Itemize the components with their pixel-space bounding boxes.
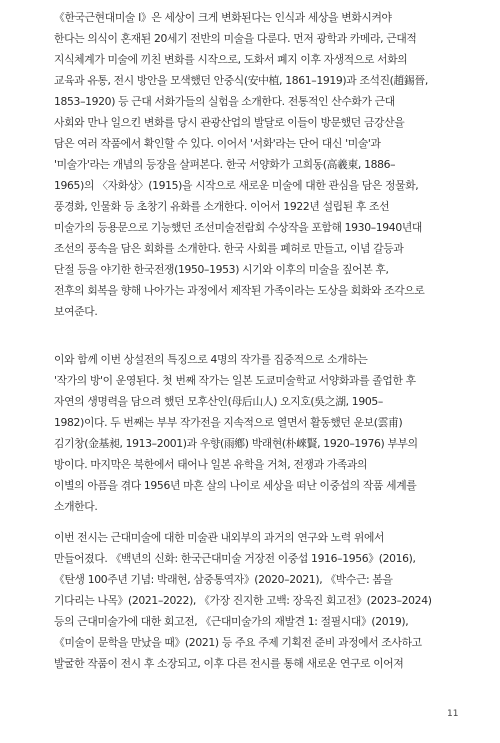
text-line: 등의 근대미술가에 대한 회고전, 《근대미술가의 재발견 1: 절필시대》(2019), bbox=[54, 615, 409, 628]
paragraph-artists-room bbox=[54, 349, 464, 517]
text-line: 보여준다. bbox=[54, 305, 98, 318]
paragraph-exhibition-overview bbox=[54, 7, 464, 322]
text-line: 담은 여러 작품에서 확인할 수 있다. 이어서 '서화'라는 단어 대신 '미술'과 bbox=[54, 137, 381, 150]
text-line: '미술가'라는 개념의 등장을 살펴본다. 한국 서양화가 고희동(高羲東, 1886– bbox=[54, 158, 396, 171]
text-line: 자연의 생명력을 담으려 했던 모후산인(母后山人) 오지호(吳之湖, 1905– bbox=[54, 395, 383, 408]
text-line: 《미술이 문학을 만났을 때》(2021) 등 주요 주제 기획전 준비 과정에서 조사하고 bbox=[54, 636, 422, 649]
text-line: 1853–1920) 등 근대 서화가들의 실험을 소개한다. 전통적인 산수화가 근대 bbox=[54, 95, 395, 108]
text-line: '작가의 방'이 운영된다. 첫 번째 작가는 일본 도쿄미술학교 서양화과를 졸업한 후 bbox=[54, 374, 416, 387]
text-line: 발굴한 작품이 전시 후 소장되고, 이후 다른 전시를 통해 새로운 연구로 이어져 bbox=[54, 657, 404, 670]
text-line: 이와 함께 이번 상설전의 특징으로 4명의 작가를 집중적으로 소개하는 bbox=[54, 353, 368, 366]
text-line: 이번 전시는 근대미술에 대한 미술관 내외부의 과거의 연구와 노력 위에서 bbox=[54, 531, 385, 544]
text-line: 만들어졌다. 《백년의 신화: 한국근대미술 거장전 이중섭 1916–1956》(2016), bbox=[54, 552, 416, 565]
paragraph-prior-research bbox=[54, 527, 464, 674]
text-line: 지식체계가 미술에 끼친 변화를 시작으로, 도화서 폐지 이후 자생적으로 서화의 bbox=[54, 53, 408, 66]
text-line: 이별의 아픔을 겪다 1956년 마흔 살의 나이로 세상을 떠난 이중섭의 작품 세계를 bbox=[54, 479, 417, 492]
page-number: 11 bbox=[447, 709, 459, 719]
text-line: 소개한다. bbox=[54, 500, 98, 513]
text-line: 《한국근현대미술 I》은 세상이 크게 변화된다는 인식과 세상을 변화시켜야 bbox=[54, 11, 392, 24]
text-line: 김기창(金基昶, 1913–2001)과 우향(雨鄕) 박래현(朴崍賢, 1920–1976) 부부의 bbox=[54, 437, 418, 450]
text-line: 한다는 의식이 혼재된 20세기 전반의 미술을 다룬다. 먼저 광학과 카메라, 근대적 bbox=[54, 32, 417, 45]
text-line: 단절 등을 야기한 한국전쟁(1950–1953) 시기와 이후의 미술을 짚어본 후, bbox=[54, 263, 389, 276]
text-line: 풍경화, 인물화 등 초창기 유화를 소개한다. 이어서 1922년 설립된 후 조선 bbox=[54, 200, 390, 213]
text-line: 미술가의 등용문으로 기능했던 조선미술전람회 수상작을 포함해 1930–1940년대 bbox=[54, 221, 423, 234]
text-line: 《탄생 100주년 기념: 박래현, 삼중통역자》(2020–2021), 《박수근: 봄을 bbox=[54, 573, 393, 586]
text-line: 교육과 유통, 전시 방안을 모색했던 안중식(安中植, 1861–1919)과 조석진(趙錫晉, bbox=[54, 74, 428, 87]
text-line: 전후의 회복을 향해 나아가는 과정에서 제작된 가족이라는 도상을 회화와 조각으로 bbox=[54, 284, 425, 297]
text-line: 1982)이다. 두 번째는 부부 작가전을 지속적으로 열면서 활동했던 운보(雲甫) bbox=[54, 416, 403, 429]
text-line: 사회와 만나 일으킨 변화를 당시 관광산업의 발달로 이들이 방문했던 금강산을 bbox=[54, 116, 405, 129]
text-line: 조선의 풍속을 담은 회화를 소개한다. 한국 사회를 폐허로 만들고, 이념 갈등과 bbox=[54, 242, 404, 255]
text-line: 1965)의 〈자화상〉(1915)을 시작으로 새로운 미술에 대한 관심을 담은 정물화, bbox=[54, 179, 419, 192]
text-line: 기다리는 나목》(2021–2022), 《가장 진지한 고백: 장욱진 회고전》(2023–2024) bbox=[54, 594, 432, 607]
text-line: 방이다. 마지막은 북한에서 태어나 일본 유학을 거쳐, 전쟁과 가족과의 bbox=[54, 458, 368, 471]
